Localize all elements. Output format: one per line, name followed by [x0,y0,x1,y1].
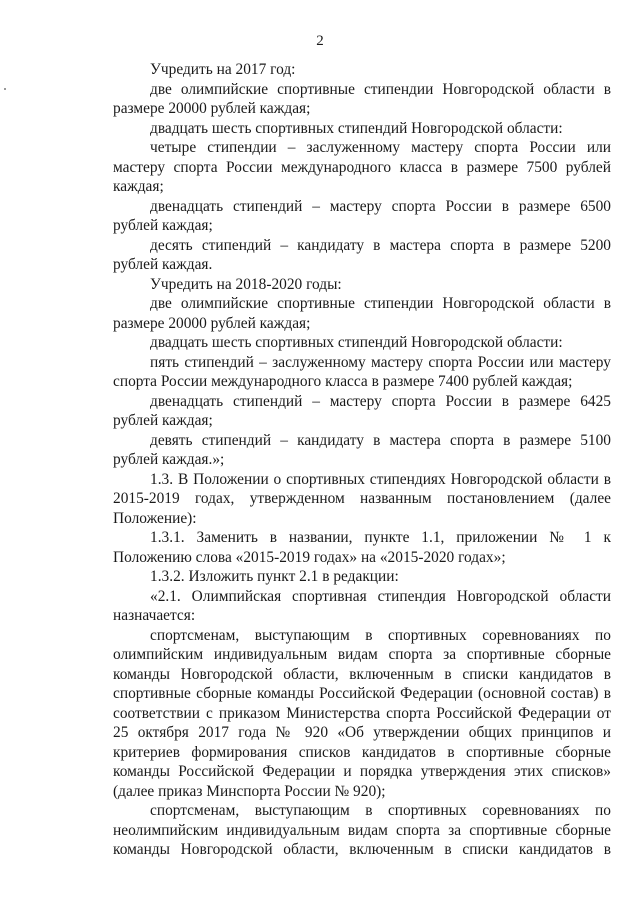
paragraph-2-1: «2.1. Олимпийская спортивная стипендия Новгородской области назначается: [113,587,611,624]
paragraph-2017-sport: двадцать шесть спортивных стипендий Новгородской области: [150,119,563,137]
paragraph-2018-olympic: две олимпийские спортивные стипендии Новгородской области в размере 20000 рублей каждая; [113,295,611,332]
paragraph-olympic-athletes: спортсменам, выступающим в спортивных соревнованиях по олимпийским индивидуальным видам спорта за спортивные сборные команды Новгородской области, включенным в списки кандидатов в спортивные сборные команды Российской Федерации (основной состав) в соответствии с приказом Министерства спорта Российской Федерации от 25 октября 2017 года № 920 «Об утверждении общих принципов и критериев формирования списков кандидатов в спортивные сборные команды Российской Федерации и порядка утверждения этих списков» (далее приказ Минспорта России № 920); [113,626,611,800]
paragraph-2017-four: четыре стипендии – заслуженному мастеру спорта России или мастеру спорта России международного класса в размере 7500 рублей каждая; [113,139,611,195]
paragraph-1-3-1: 1.3.1. Заменить в названии, пункте 1.1, приложении № 1 к Положению слова «2015-2019 годах» на «2015-2020 годах»; [113,529,611,566]
paragraph-2018-sport: двадцать шесть спортивных стипендий Новгородской области: [150,334,563,351]
paragraph-2018-heading: Учредить на 2018-2020 годы: [150,275,342,293]
paragraph-2018-five: пять стипендий – заслуженному мастеру спорта России или мастеру спорта России международного класса в размере 7400 рублей каждая; [113,353,611,390]
paragraph-2018-twelve: двенадцать стипендий – мастеру спорта России в размере 6425 рублей каждая; [113,392,611,429]
paragraph-non-olympic-athletes: спортсменам, выступающим в спортивных соревнованиях по неолимпийским индивидуальным видам спорта за спортивные сборные команды Новгородской области, включенным в списки кандидатов в [113,802,611,858]
scan-speck [4,88,6,90]
document-body [113,60,611,860]
paragraph-2017-heading: Учредить на 2017 год: [150,61,296,78]
paragraph-2017-ten: десять стипендий – кандидату в мастера спорта в размере 5200 рублей каждая. [113,236,611,273]
paragraph-2017-twelve: двенадцать стипендий – мастеру спорта России в размере 6500 рублей каждая; [113,197,611,234]
paragraph-1-3-2: 1.3.2. Изложить пункт 2.1 в редакции: [150,568,399,585]
paragraph-2018-nine: девять стипендий – кандидату в мастера спорта в размере 5100 рублей каждая.»; [113,431,611,468]
page-number: 2 [316,33,324,49]
paragraph-1-3: 1.3. В Положении о спортивных стипендиях Новгородской области в 2015-2019 годах, утвержденном названным постановлением (далее Положение): [113,470,611,527]
paragraph-2017-olympic: две олимпийские спортивные стипендии Новгородской области в размере 20000 рублей каждая; [113,80,611,117]
